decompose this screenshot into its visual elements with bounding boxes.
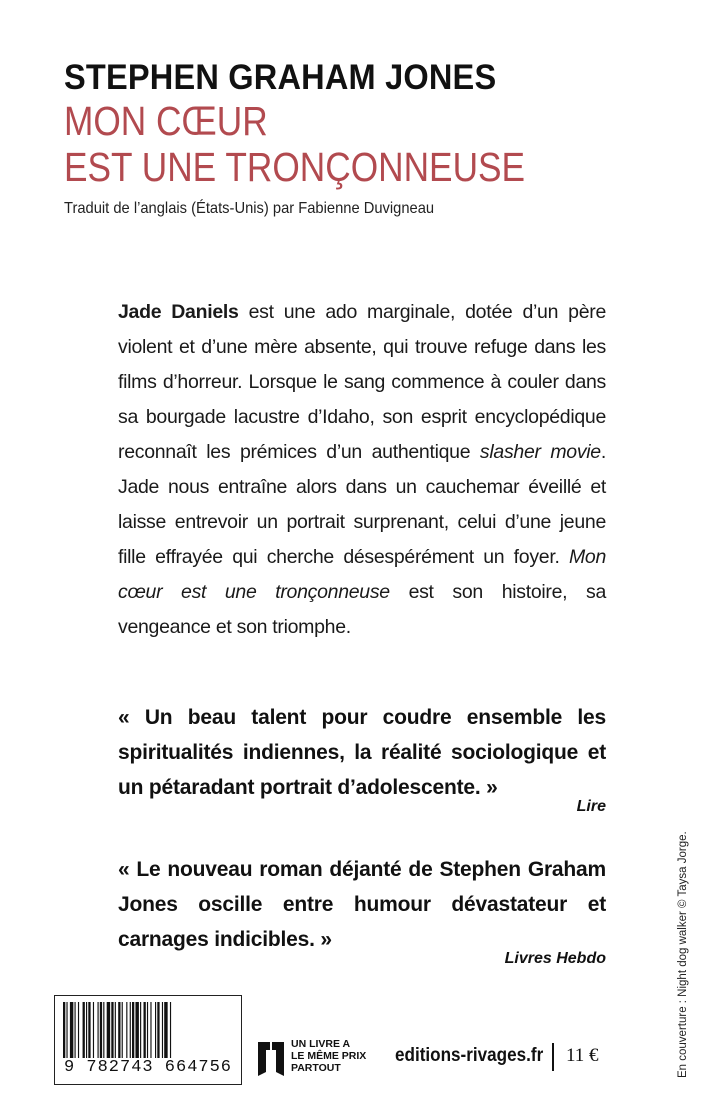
barcode-bar bbox=[88, 1002, 90, 1058]
barcode-bar bbox=[135, 1002, 138, 1058]
blurb-italic-1: slasher movie bbox=[479, 441, 601, 463]
barcode-bar bbox=[78, 1002, 79, 1058]
barcode-bar bbox=[98, 1002, 99, 1058]
publisher-website[interactable]: editions-rivages.fr bbox=[395, 1045, 544, 1066]
barcode-bar bbox=[107, 1002, 110, 1058]
character-name: Jade Daniels bbox=[118, 301, 239, 323]
barcode-bar bbox=[115, 1002, 116, 1058]
barcode-bar bbox=[155, 1002, 156, 1058]
barcode-bar bbox=[93, 1002, 94, 1058]
review-source-2: Livres Hebdo bbox=[504, 950, 606, 967]
price-tag-line-1: UN LIVRE A bbox=[291, 1038, 351, 1050]
book-title-line-2: EST UNE TRONÇONNEUSE bbox=[64, 144, 526, 190]
barcode-bar bbox=[144, 1002, 146, 1058]
barcode-bar bbox=[103, 1002, 104, 1058]
price-tag-line-3: PARTOUT bbox=[291, 1062, 341, 1074]
barcode-bar bbox=[126, 1002, 127, 1058]
barcode-bar bbox=[118, 1002, 120, 1058]
book-blurb bbox=[118, 295, 606, 645]
review-source-1: Lire bbox=[576, 798, 606, 815]
blurb-text-1: est une ado marginale, dotée d’un père violent et d’une mère absente, qui trouve refuge dans les films d’horreur. Lorsque le sang commence à couler dans sa bourgade lacustre d’Idaho, son esprit encyclopédique reconnaît les prémices d’un authentique bbox=[118, 301, 606, 463]
barcode-bar bbox=[147, 1002, 148, 1058]
barcode-bar bbox=[66, 1002, 67, 1058]
footer-divider bbox=[552, 1043, 554, 1071]
barcode-bar bbox=[130, 1002, 131, 1058]
blurb-text-3: est son histoire, sa vengeance et son triomphe. bbox=[118, 581, 606, 638]
barcode bbox=[54, 995, 242, 1085]
translator-credit: Traduit de l’anglais (États-Unis) par Fabienne Duvigneau bbox=[64, 200, 435, 217]
blurb-text-2: . Jade nous entraîne alors dans un cauchemar éveillé et laisse entrevoir un portrait surprenant, celui d’une jeune fille effrayée qui cherche désespérément un foyer. bbox=[118, 441, 606, 568]
header bbox=[64, 58, 664, 218]
barcode-bar bbox=[70, 1002, 73, 1058]
barcode-bar bbox=[63, 1002, 65, 1058]
barcode-bar bbox=[157, 1002, 159, 1058]
livre-logo-icon bbox=[256, 1038, 286, 1080]
book-price: 11 € bbox=[566, 1045, 599, 1066]
price-tag-line-2: LE MÊME PRIX bbox=[291, 1050, 367, 1062]
barcode-bars bbox=[63, 1002, 233, 1058]
barcode-bar bbox=[122, 1002, 123, 1058]
barcode-bar bbox=[111, 1002, 113, 1058]
blurb-italic-2: Mon cœur est une tronçonneuse bbox=[118, 546, 606, 603]
barcode-bar bbox=[164, 1002, 167, 1058]
barcode-bar bbox=[140, 1002, 141, 1058]
review-quote-2: « Le nouveau roman déjanté de Stephen Graham Jones oscille entre humour dévastateur et carnages indicibles. » bbox=[118, 858, 606, 951]
barcode-bar bbox=[150, 1002, 151, 1058]
price-tag bbox=[291, 1038, 366, 1074]
author-name: STEPHEN GRAHAM JONES bbox=[64, 58, 497, 97]
book-title-line-1: MON CŒUR bbox=[64, 98, 268, 144]
isbn-number: 9 782743 664756 bbox=[63, 1058, 233, 1077]
barcode-bar bbox=[132, 1002, 134, 1058]
cover-credit: En couverture : Night dog walker © Taysa Jorge. bbox=[677, 831, 689, 1078]
barcode-bar bbox=[86, 1002, 87, 1058]
barcode-bar bbox=[83, 1002, 85, 1058]
barcode-bar bbox=[75, 1002, 76, 1058]
review-quote-1: « Un beau talent pour coudre ensemble les spiritualités indiennes, la réalité sociologique et un pétaradant portrait d’adolescente. » bbox=[118, 706, 606, 799]
barcode-bar bbox=[100, 1002, 102, 1058]
barcode-bar bbox=[162, 1002, 163, 1058]
barcode-bar bbox=[170, 1002, 171, 1058]
